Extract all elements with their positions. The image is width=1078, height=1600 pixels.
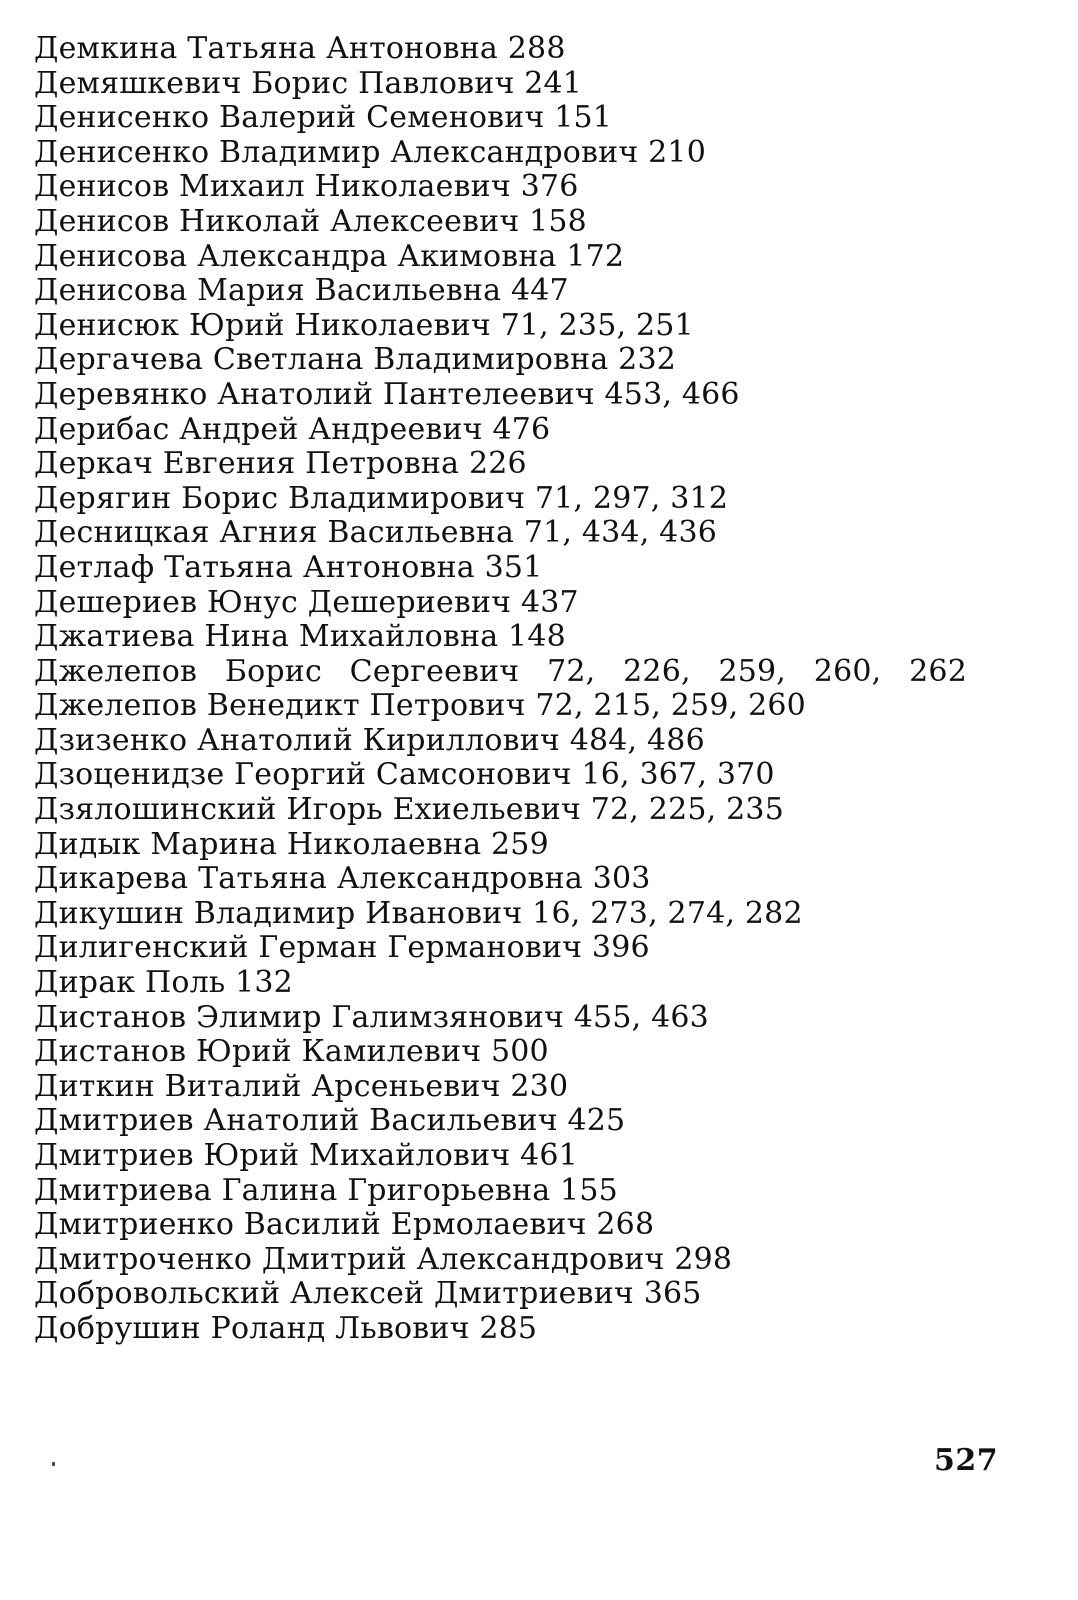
index-entry: Демяшкевич Борис Павлович 241	[34, 65, 583, 101]
index-entry: Дмитриев Юрий Михайлович 461	[34, 1138, 578, 1173]
index-entry: Деркач Евгения Петровна 226	[34, 446, 527, 482]
index-entry: Джелепов Борис Сергеевич 72, 226, 259, 260, 262	[34, 653, 967, 689]
index-entry: Дистанов Элимир Галимзянович 455, 463	[34, 999, 709, 1035]
print-speck	[52, 1462, 55, 1466]
index-entry: Дистанов Юрий Камилевич 500	[34, 1034, 549, 1070]
page-number: 527	[934, 1443, 999, 1478]
index-entry: Детлаф Татьяна Антоновна 351	[34, 549, 543, 585]
index-entry: Дирак Поль 132	[34, 965, 293, 1001]
index-entry: Дмитриев Анатолий Васильевич 425	[34, 1103, 626, 1139]
index-entry: Деревянко Анатолий Пантелеевич 453, 466	[34, 376, 740, 412]
index-entry: Дмитроченко Дмитрий Александрович 298	[34, 1241, 733, 1277]
index-entry: Денисова Мария Васильевна 447	[34, 273, 569, 309]
index-entry: Демкина Татьяна Антоновна 288	[34, 31, 566, 66]
index-entry: Дидык Марина Николаевна 259	[34, 826, 549, 862]
index-entry: Дикарева Татьяна Александровна 303	[34, 861, 651, 897]
index-entry: Денисова Александра Акимовна 172	[34, 238, 625, 274]
index-entry: Денисенко Валерий Семенович 151	[34, 100, 613, 136]
index-entry: Дмитриева Галина Григорьевна 155	[34, 1172, 618, 1208]
index-entry: Денисов Михаил Николаевич 376	[34, 169, 579, 205]
index-entry: Денисенко Владимир Александрович 210	[34, 134, 706, 170]
index-entry: Дерибас Андрей Андреевич 476	[34, 411, 551, 447]
index-entry: Десницкая Агния Васильевна 71, 434, 436	[34, 515, 718, 551]
index-entry: Дерягин Борис Владимирович 71, 297, 312	[34, 480, 729, 516]
index-entry: Денисюк Юрий Николаевич 71, 235, 251	[34, 307, 694, 343]
index-entry: Дзизенко Анатолий Кириллович 484, 486	[34, 722, 705, 758]
name-index-list	[34, 32, 1024, 1347]
index-entry: Дмитриенко Василий Ермолаевич 268	[34, 1207, 655, 1243]
index-entry: Добровольский Алексей Дмитриевич 365	[34, 1276, 702, 1312]
index-entry: Дешериев Юнус Дешериевич 437	[34, 584, 579, 620]
index-entry: Дзялошинский Игорь Ехиельевич 72, 225, 235	[34, 792, 784, 828]
index-entry: Джелепов Венедикт Петрович 72, 215, 259, 260	[34, 688, 806, 724]
index-entry: Дергачева Светлана Владимировна 232	[34, 342, 677, 378]
index-entry: Джатиева Нина Михайловна 148	[34, 619, 566, 655]
index-entry: Добрушин Роланд Львович 285	[34, 1310, 538, 1346]
index-entry: Дикушин Владимир Иванович 16, 273, 274, 282	[34, 895, 803, 931]
index-entry: Дилигенский Герман Германович 396	[34, 930, 650, 966]
index-entry: Денисов Николай Алексеевич 158	[34, 203, 587, 239]
index-entry: Дзоценидзе Георгий Самсонович 16, 367, 370	[34, 757, 775, 793]
index-entry: Диткин Виталий Арсеньевич 230	[34, 1068, 569, 1104]
